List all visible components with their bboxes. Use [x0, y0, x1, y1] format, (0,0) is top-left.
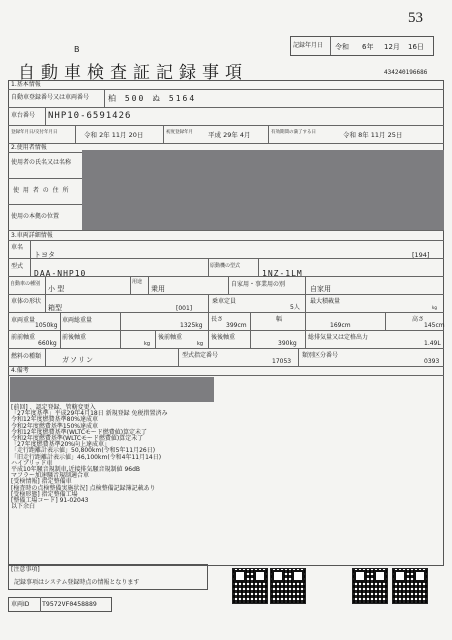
rear-front-value: kg — [197, 341, 204, 347]
qr-code-3 — [352, 568, 388, 604]
record-date-label: 記録年月日 — [293, 42, 324, 49]
qr-code-2 — [270, 568, 306, 604]
record-date-month: 12月 — [384, 43, 400, 51]
remark-line: マフラー加速騒音規制適合車 — [11, 472, 90, 480]
page-number: 53 — [408, 10, 423, 26]
model-value: DAA-NHP10 — [34, 269, 87, 278]
remark-line: [受検情報] 指定整備車 — [11, 478, 72, 486]
remark-line: [前回] 、認定登録、管轄変更入 — [11, 404, 96, 411]
max-load-label: 最大積載量 — [310, 298, 341, 305]
document-number: 434240196686 — [384, 69, 428, 76]
fuel-value: ガソリン — [62, 356, 94, 364]
section4-heading: 4.備考 — [11, 367, 29, 374]
b-mark: B — [74, 45, 80, 54]
notice-label: [注意事項] — [11, 566, 40, 573]
model-label: 型式 — [11, 263, 24, 270]
class-value: 0393 — [424, 358, 440, 365]
expiry-value: 令和 8年 11月 25日 — [343, 131, 403, 139]
body-code: [001] — [176, 305, 193, 312]
engine-label: 原動機の型式 — [210, 263, 241, 269]
gross-value: 1325kg — [180, 322, 203, 329]
user-address-label: 使 用 者 の 住 所 — [13, 187, 70, 194]
remark-line: 令和2年度燃費基準(WLTCモード燃費値)算定未了 — [11, 435, 144, 443]
maker-label: 車名 — [11, 244, 24, 251]
weight-label: 車両重量 — [11, 317, 36, 324]
width-label: 幅 — [276, 316, 283, 323]
reg-no-value: 柏 500 ぬ 5164 — [108, 94, 197, 103]
type-no-value: 17053 — [272, 358, 292, 365]
base-location-label: 使用の本拠の位置 — [11, 213, 60, 220]
redacted-user-info — [82, 150, 444, 230]
fuel-label: 燃料の種類 — [11, 353, 42, 360]
capacity-value: 5人 — [290, 304, 300, 311]
displacement-value: 1.49L — [424, 340, 441, 347]
record-date-era: 令和 — [335, 43, 349, 51]
user-name-label: 使用者の氏名又は名称 — [11, 159, 72, 166]
expiry-label: 有効期間の満了する日 — [271, 130, 316, 135]
private-value: 自家用 — [310, 285, 331, 293]
notice-text: 記録事項はシステム登録時点の情報となります — [14, 579, 140, 586]
rear-front-label: 後前軸重 — [158, 334, 183, 341]
front-axle-label: 前前軸重 — [11, 334, 36, 341]
record-date-year: 6年 — [362, 43, 374, 51]
first-reg-label: 登録年月日/交付年月日 — [11, 130, 58, 135]
remark-line: [受検形態] 指定整備工場 — [11, 490, 78, 498]
kind-value: 小 型 — [48, 285, 65, 293]
vin-label: 車台番号 — [11, 112, 36, 119]
height-label: 高さ — [412, 316, 425, 323]
body-value: 箱型 — [48, 304, 62, 312]
maker-value: トヨタ — [34, 251, 55, 259]
type-no-label: 型式指定番号 — [182, 352, 219, 359]
engine-value: 1NZ-1LM — [262, 269, 303, 278]
length-label: 長さ — [211, 316, 224, 323]
redacted-remarks — [10, 377, 214, 402]
rear-axle-value: 390kg — [278, 340, 297, 347]
use-value: 乗用 — [151, 285, 165, 293]
maker-code: [194] — [412, 251, 430, 259]
first-year-value: 平成 29年 4月 — [208, 131, 251, 139]
remark-line: [検査時の点検整備実施状況] 点検整備記録簿記載あり — [11, 484, 156, 492]
capacity-label: 乗車定員 — [212, 298, 237, 305]
front-rear-label: 前後軸重 — [62, 334, 87, 341]
record-date-day: 16日 — [408, 43, 424, 51]
class-label: 類別区分番号 — [302, 352, 339, 359]
remark-line: 「27年度燃費基準20%向上達成車」 — [11, 441, 110, 449]
section1-heading: 1.基本情報 — [11, 81, 41, 88]
remark-line: 令和2年度燃費基準150%達成車 — [11, 422, 98, 430]
remark-line: 平成10年騒音規制車,近接排気騒音規制値 96dB — [11, 466, 141, 474]
section3-heading: 3.車両詳細情報 — [11, 232, 53, 239]
remark-line: [整備工場コード] 91-02043 — [11, 497, 89, 505]
vin-value: NHP10-6591426 — [48, 111, 132, 121]
document-title: 自動車検査証記録事項 — [18, 63, 248, 83]
remark-line: 令和12年度燃費基準80%達成車 — [11, 416, 98, 424]
height-value: 145cm — [424, 322, 445, 329]
front-rear-value: kg — [144, 341, 151, 347]
max-load-unit: kg — [432, 305, 437, 310]
first-reg-value: 令和 2年 11月 20日 — [84, 131, 144, 139]
car-id-label: 車両ID — [11, 601, 30, 608]
kind-label: 自動車の種別 — [10, 281, 41, 287]
qr-code-4 — [392, 568, 428, 604]
length-value: 399cm — [226, 322, 247, 329]
remark-line: 「旧走行距離計表示値」46,100km(令和4年11月14日) — [11, 453, 162, 461]
private-label: 自家用・事業用の別 — [231, 281, 286, 288]
car-id-value: T9572VF0458889 — [42, 600, 97, 608]
remarks-list — [11, 405, 261, 510]
rear-axle-label: 後後軸重 — [211, 334, 236, 341]
body-label: 車体の形状 — [11, 298, 42, 305]
qr-code-1 — [232, 568, 268, 604]
remark-line: 「走行距離計表示値」50,800km(令和5年11月26日) — [11, 447, 156, 455]
front-axle-value: 660kg — [38, 340, 57, 347]
section2-heading: 2.使用者情報 — [11, 144, 47, 151]
displacement-label: 総排気量又は定格出力 — [308, 334, 369, 341]
reg-no-label: 自動車登録番号又は車両番号 — [11, 94, 90, 101]
remark-line: 令和12年度燃費基準(WLTCモード燃費値)算定未了 — [11, 428, 148, 436]
remark-line: 「27年度基準」平成29年4月18日 新規登録 免税措置済み — [11, 410, 168, 418]
remark-line: 以下余白 — [11, 503, 36, 511]
first-year-label: 初度登録年月 — [166, 130, 193, 135]
use-label: 用途 — [132, 279, 143, 285]
width-value: 169cm — [330, 322, 351, 329]
weight-value: 1050kg — [35, 322, 58, 329]
remark-line: ハイブリッド車 — [11, 459, 53, 467]
gross-label: 車両総重量 — [62, 317, 93, 324]
